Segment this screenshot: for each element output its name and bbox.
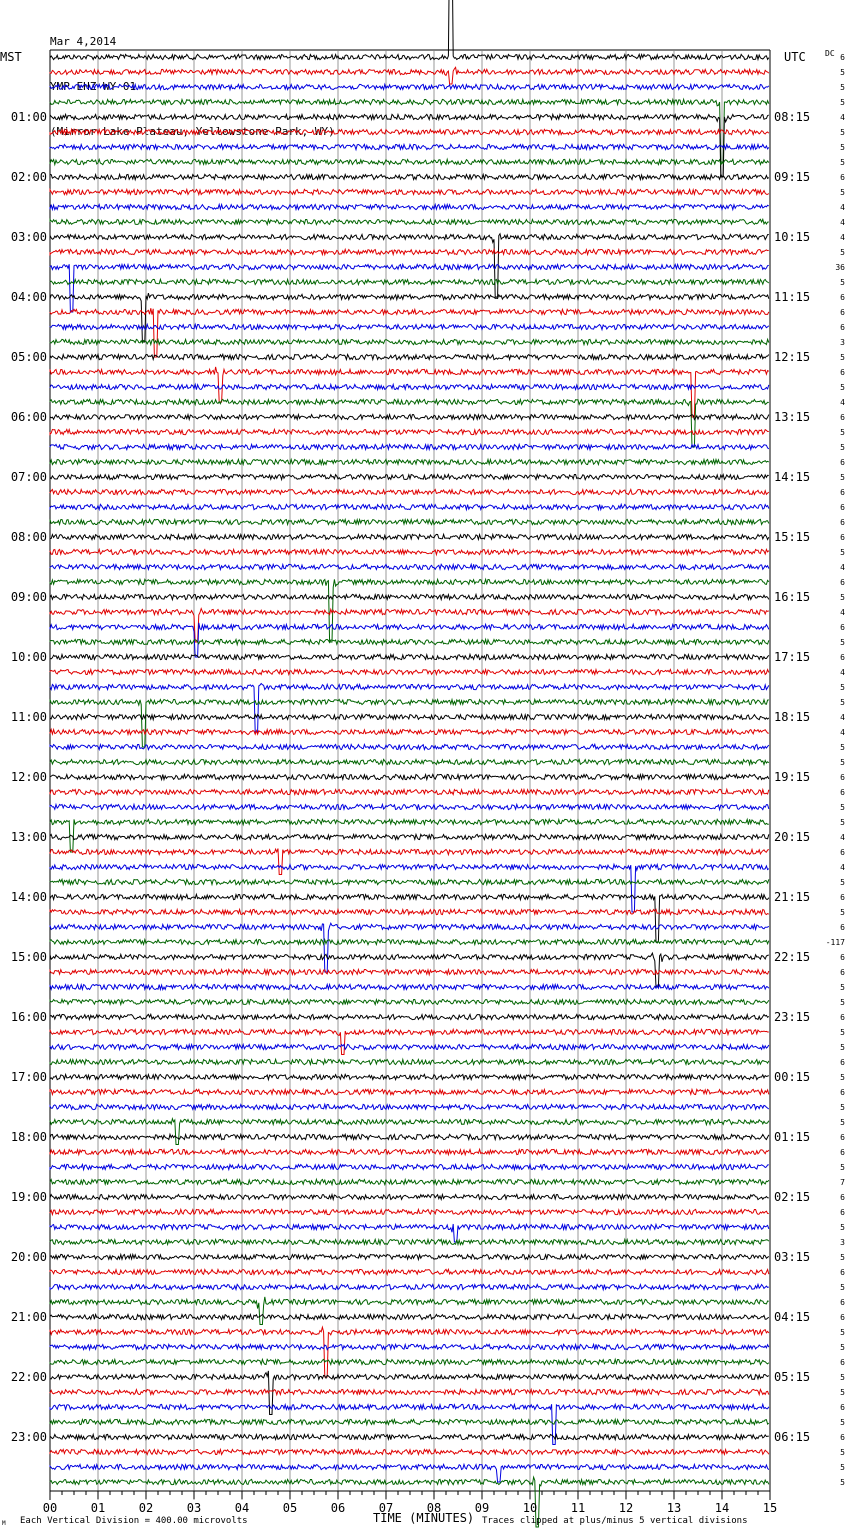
- dc-offset-label: 6: [840, 1133, 845, 1142]
- trace-row-15: [50, 279, 769, 284]
- dc-offset-label: 5: [840, 1163, 845, 1172]
- trace-row-74: [50, 1164, 769, 1169]
- dc-offset-label: 6: [840, 1148, 845, 1157]
- dc-offset-label: 5: [840, 1283, 845, 1292]
- utc-hour-label: 08:15: [774, 110, 811, 124]
- mst-hour-label: 03:00: [10, 230, 47, 244]
- dc-offset-label: 6: [840, 623, 845, 632]
- trace-row-70: [50, 1104, 769, 1109]
- utc-hour-label: 20:15: [774, 830, 811, 844]
- dc-offset-label: 6: [840, 968, 845, 977]
- mst-hour-label: 05:00: [10, 350, 47, 364]
- mst-axis-title: MST: [0, 50, 22, 64]
- trace-row-50: [50, 804, 769, 809]
- x-tick-label: 14: [714, 1501, 730, 1515]
- traces: [50, 0, 769, 1527]
- dc-offset-label: 6: [840, 323, 845, 332]
- utc-hour-label: 02:15: [774, 1190, 811, 1204]
- dc-offset-label: 4: [840, 563, 845, 572]
- trace-row-31: [50, 519, 769, 524]
- dc-offset-label: 6: [840, 923, 845, 932]
- trace-row-23: [50, 399, 769, 447]
- trace-row-54: [50, 864, 769, 912]
- utc-hour-label: 09:15: [774, 170, 811, 184]
- trace-row-29: [50, 489, 769, 494]
- clip-note: Traces clipped at plus/minus 5 vertical divisions: [482, 1516, 748, 1526]
- dc-offset-label: 4: [840, 398, 845, 407]
- dc-offset-label: 5: [840, 1103, 845, 1112]
- dc-offset-label: 5: [840, 1073, 845, 1082]
- x-tick-label: 12: [618, 1501, 634, 1515]
- trace-row-24: [50, 414, 769, 419]
- date-label: Mar 4,2014: [50, 35, 117, 48]
- trace-row-14: [50, 264, 769, 312]
- dc-offset-label: 5: [840, 98, 845, 107]
- dc-offset-label: 5: [840, 758, 845, 767]
- mst-hour-label: 13:00: [10, 830, 47, 844]
- dc-offset-label: 6: [840, 1268, 845, 1277]
- dc-offset-label: 6: [840, 1313, 845, 1322]
- trace-row-77: [50, 1209, 769, 1214]
- mst-hour-label: 09:00: [10, 590, 47, 604]
- dc-offset-label: 6: [840, 293, 845, 302]
- utc-hour-label: 23:15: [774, 1010, 811, 1024]
- trace-row-7: [50, 159, 769, 164]
- trace-row-71: [50, 1119, 769, 1145]
- dc-offset-label: 4: [840, 668, 845, 677]
- trace-row-32: [50, 534, 769, 539]
- dc-offset-label: 4: [840, 728, 845, 737]
- mst-hour-label: 12:00: [10, 770, 47, 784]
- dc-offset-label: 6: [840, 458, 845, 467]
- dc-offset-label: 7: [840, 1178, 845, 1187]
- dc-offset-label: 5: [840, 1478, 845, 1487]
- dc-offset-label: 6: [840, 503, 845, 512]
- dc-offset-label: 4: [840, 863, 845, 872]
- mst-hour-label: 18:00: [10, 1130, 47, 1144]
- utc-hour-label: 10:15: [774, 230, 811, 244]
- x-tick-label: 04: [234, 1501, 250, 1515]
- trace-row-75: [50, 1179, 769, 1184]
- trace-row-73: [50, 1149, 769, 1154]
- dc-offset-label: 5: [840, 248, 845, 257]
- dc-offset-label: 4: [840, 113, 845, 122]
- utc-hour-label: 13:15: [774, 410, 811, 424]
- trace-row-33: [50, 549, 769, 554]
- dc-offset-label: 3: [840, 1238, 845, 1247]
- dc-offset-label: 6: [840, 1298, 845, 1307]
- dc-offset-label: 5: [840, 1388, 845, 1397]
- mst-hour-label: 21:00: [10, 1310, 47, 1324]
- trace-row-10: [50, 204, 769, 209]
- trace-row-92: [50, 1434, 769, 1439]
- mst-hour-label: 22:00: [10, 1370, 47, 1384]
- trace-row-13: [50, 249, 769, 254]
- dc-header-label: DC: [825, 49, 835, 58]
- dc-offset-label: 5: [840, 1328, 845, 1337]
- utc-hour-label: 04:15: [774, 1310, 811, 1324]
- trace-row-57: [50, 909, 769, 914]
- trace-row-40: [50, 654, 769, 659]
- location-label: (Mirror Lake Plateau, Yellowstone Park, WY): [50, 125, 335, 138]
- dc-offset-label: 6: [840, 1208, 845, 1217]
- dc-offset-label: 5: [840, 998, 845, 1007]
- dc-offset-label: 5: [840, 1028, 845, 1037]
- trace-row-63: [50, 999, 769, 1004]
- trace-row-78: [50, 1224, 769, 1242]
- trace-row-42: [50, 684, 769, 733]
- x-tick-label: 01: [90, 1501, 106, 1515]
- x-axis-title: TIME (MINUTES): [373, 1511, 475, 1525]
- dc-offset-label: 4: [840, 203, 845, 212]
- dc-offset-label: 6: [840, 1358, 845, 1367]
- trace-row-5: [50, 129, 769, 134]
- dc-offset-label: 6: [840, 788, 845, 797]
- dc-offset-label: 5: [840, 593, 845, 602]
- dc-offset-label: 6: [840, 653, 845, 662]
- trace-row-86: [50, 1344, 769, 1349]
- dc-offset-label: 6: [840, 308, 845, 317]
- x-tick-label: 06: [330, 1501, 346, 1515]
- trace-row-53: [50, 849, 769, 875]
- dc-offset-label: 4: [840, 833, 845, 842]
- trace-row-8: [50, 174, 769, 179]
- dc-offset-label: 5: [840, 1463, 845, 1472]
- utc-hour-label: 11:15: [774, 290, 811, 304]
- dc-offset-label: 5: [840, 278, 845, 287]
- x-tick-label: 15: [762, 1501, 778, 1515]
- dc-offset-label: 6: [840, 578, 845, 587]
- utc-hour-label: 19:15: [774, 770, 811, 784]
- mst-hour-label: 17:00: [10, 1070, 47, 1084]
- mst-hour-label: 02:00: [10, 170, 47, 184]
- dc-offset-label: 5: [840, 68, 845, 77]
- dc-offset-label: 5: [840, 1118, 845, 1127]
- dc-offset-label: 5: [840, 818, 845, 827]
- trace-row-27: [50, 459, 769, 464]
- trace-row-17: [50, 308, 769, 357]
- dc-offset-label: 4: [840, 218, 845, 227]
- trace-row-1: [50, 67, 769, 84]
- trace-row-48: [50, 774, 769, 779]
- utc-hour-label: 21:15: [774, 890, 811, 904]
- mst-hour-label: 08:00: [10, 530, 47, 544]
- dc-offset-label: 5: [840, 158, 845, 167]
- trace-row-90: [50, 1404, 769, 1444]
- mst-hour-label: 10:00: [10, 650, 47, 664]
- trace-row-55: [50, 879, 769, 884]
- dc-offset-label: 4: [840, 713, 845, 722]
- x-tick-label: 13: [666, 1501, 682, 1515]
- dc-offset-label: 5: [840, 473, 845, 482]
- mst-hour-label: 04:00: [10, 290, 47, 304]
- trace-row-6: [50, 144, 769, 149]
- x-tick-label: 08: [426, 1501, 442, 1515]
- trace-row-43: [50, 699, 769, 747]
- utc-hour-label: 17:15: [774, 650, 811, 664]
- dc-offset-label: 6: [840, 1403, 845, 1412]
- corner-mark: M: [2, 1520, 6, 1527]
- x-tick-label: 07: [378, 1501, 394, 1515]
- trace-row-62: [50, 984, 769, 989]
- trace-row-20: [50, 354, 769, 359]
- trace-row-37: [50, 609, 769, 642]
- x-tick-label: 00: [42, 1501, 58, 1515]
- dc-offset-label: 6: [840, 518, 845, 527]
- dc-offset-label: 5: [840, 803, 845, 812]
- trace-row-81: [50, 1269, 769, 1274]
- trace-row-66: [50, 1044, 769, 1049]
- trace-row-82: [50, 1284, 769, 1289]
- dc-offset-label: 5: [840, 638, 845, 647]
- x-tick-label: 11: [570, 1501, 586, 1515]
- dc-offset-label: 3: [840, 338, 845, 347]
- dc-offset-label: 6: [840, 413, 845, 422]
- dc-offset-label: 5: [840, 1223, 845, 1232]
- mst-hour-label: 20:00: [10, 1250, 47, 1264]
- dc-offset-label: 5: [840, 683, 845, 692]
- trace-row-93: [50, 1449, 769, 1454]
- mst-hour-label: 06:00: [10, 410, 47, 424]
- utc-hour-label: 15:15: [774, 530, 811, 544]
- trace-row-11: [50, 219, 769, 224]
- dc-offset-label: 6: [840, 1058, 845, 1067]
- utc-hour-label: 18:15: [774, 710, 811, 724]
- trace-row-34: [50, 564, 769, 569]
- dc-offset-label: 5: [840, 1343, 845, 1352]
- station-label: YMP EHZ WY 01: [50, 80, 137, 93]
- mst-hour-label: 11:00: [10, 710, 47, 724]
- dc-offset-label: 6: [840, 53, 845, 62]
- dc-offset-label: 5: [840, 878, 845, 887]
- mst-hour-label: 16:00: [10, 1010, 47, 1024]
- utc-hour-label: 01:15: [774, 1130, 811, 1144]
- dc-offset-label: 6: [840, 173, 845, 182]
- dc-offset-label: 5: [840, 1418, 845, 1427]
- trace-row-28: [50, 474, 769, 479]
- utc-hour-label: 16:15: [774, 590, 811, 604]
- trace-row-2: [50, 84, 769, 89]
- utc-hour-label: 12:15: [774, 350, 811, 364]
- mst-hour-label: 23:00: [10, 1430, 47, 1444]
- dc-offset-label: 5: [840, 83, 845, 92]
- trace-row-47: [50, 759, 769, 764]
- x-tick-label: 10: [522, 1501, 538, 1515]
- trace-row-21: [50, 367, 769, 417]
- utc-hour-label: 22:15: [774, 950, 811, 964]
- trace-row-39: [50, 639, 769, 644]
- trace-row-25: [50, 429, 769, 434]
- dc-offset-label: 5: [840, 1448, 845, 1457]
- dc-offset-label: 5: [840, 548, 845, 557]
- utc-hour-label: 00:15: [774, 1070, 811, 1084]
- dc-offset-label: 6: [840, 893, 845, 902]
- dc-offset-label: 5: [840, 983, 845, 992]
- dc-offset-label: 4: [840, 608, 845, 617]
- mst-hour-label: 14:00: [10, 890, 47, 904]
- trace-row-64: [50, 1014, 769, 1019]
- dc-offset-label: 5: [840, 428, 845, 437]
- dc-offset-label: 5: [840, 143, 845, 152]
- trace-row-94: [50, 1464, 769, 1482]
- dc-offset-label: 5: [840, 698, 845, 707]
- dc-offset-label: 6: [840, 1193, 845, 1202]
- utc-hour-label: 03:15: [774, 1250, 811, 1264]
- trace-row-79: [50, 1239, 769, 1244]
- x-tick-label: 05: [282, 1501, 298, 1515]
- trace-row-56: [50, 894, 769, 942]
- trace-row-65: [50, 1029, 769, 1054]
- dc-offset-label: 6: [840, 1013, 845, 1022]
- trace-row-9: [50, 189, 769, 194]
- trace-row-52: [50, 834, 769, 839]
- trace-row-69: [50, 1089, 769, 1094]
- dc-offset-label: 6: [840, 773, 845, 782]
- trace-row-49: [50, 789, 769, 794]
- dc-offset-label: 6: [840, 848, 845, 857]
- dc-offset-label: 5: [840, 908, 845, 917]
- trace-row-80: [50, 1254, 769, 1259]
- trace-row-87: [50, 1359, 769, 1364]
- trace-row-46: [50, 744, 769, 749]
- utc-hour-label: 05:15: [774, 1370, 811, 1384]
- trace-row-45: [50, 729, 769, 734]
- dc-offset-label: 6: [840, 368, 845, 377]
- trace-row-84: [50, 1314, 769, 1319]
- trace-row-44: [50, 714, 769, 719]
- trace-row-68: [50, 1074, 769, 1079]
- dc-offset-label: 6: [840, 533, 845, 542]
- dc-offset-label: 5: [840, 128, 845, 137]
- utc-hour-label: 14:15: [774, 470, 811, 484]
- trace-row-61: [50, 969, 769, 974]
- trace-row-59: [50, 939, 769, 944]
- scale-note: Each Vertical Division = 400.00 microvolts: [20, 1516, 248, 1526]
- x-tick-label: 02: [138, 1501, 154, 1515]
- mst-hour-label: 07:00: [10, 470, 47, 484]
- dc-offset-label: 5: [840, 443, 845, 452]
- trace-row-26: [50, 444, 769, 449]
- dc-offset-label: 6: [840, 953, 845, 962]
- dc-offset-label: 5: [840, 383, 845, 392]
- x-tick-label: 03: [186, 1501, 202, 1515]
- dc-offset-label: 5: [840, 353, 845, 362]
- utc-axis-title: UTC: [784, 50, 806, 64]
- mst-hour-label: 19:00: [10, 1190, 47, 1204]
- dc-offset-label: 5: [840, 1043, 845, 1052]
- trace-row-85: [50, 1327, 769, 1377]
- mst-hour-label: 01:00: [10, 110, 47, 124]
- mst-hour-label: 15:00: [10, 950, 47, 964]
- dc-offset-label: 5: [840, 743, 845, 752]
- dc-offset-label: 6: [840, 488, 845, 497]
- dc-offset-label: 4: [840, 233, 845, 242]
- trace-row-67: [50, 1059, 769, 1064]
- trace-row-36: [50, 594, 769, 599]
- trace-row-41: [50, 669, 769, 674]
- labels: [0, 49, 845, 1527]
- utc-hour-label: 06:15: [774, 1430, 811, 1444]
- trace-row-76: [50, 1195, 769, 1200]
- trace-row-0: [50, 0, 769, 60]
- dc-offset-label: 5: [840, 1373, 845, 1382]
- dc-offset-label: 36: [835, 263, 845, 272]
- dc-offset-label: 6: [840, 1433, 845, 1442]
- trace-row-30: [50, 504, 769, 509]
- trace-row-19: [50, 339, 769, 344]
- trace-row-58: [50, 923, 769, 972]
- dc-offset-label: 6: [840, 1088, 845, 1097]
- dc-offset-label: 5: [840, 188, 845, 197]
- dc-offset-label: 5: [840, 1253, 845, 1262]
- trace-row-83: [50, 1297, 769, 1325]
- x-tick-label: 09: [474, 1501, 490, 1515]
- trace-row-89: [50, 1389, 769, 1394]
- trace-row-12: [50, 234, 769, 297]
- dc-offset-label: -117: [825, 938, 845, 947]
- trace-row-91: [50, 1419, 769, 1424]
- trace-row-22: [50, 384, 769, 389]
- trace-row-72: [50, 1134, 769, 1139]
